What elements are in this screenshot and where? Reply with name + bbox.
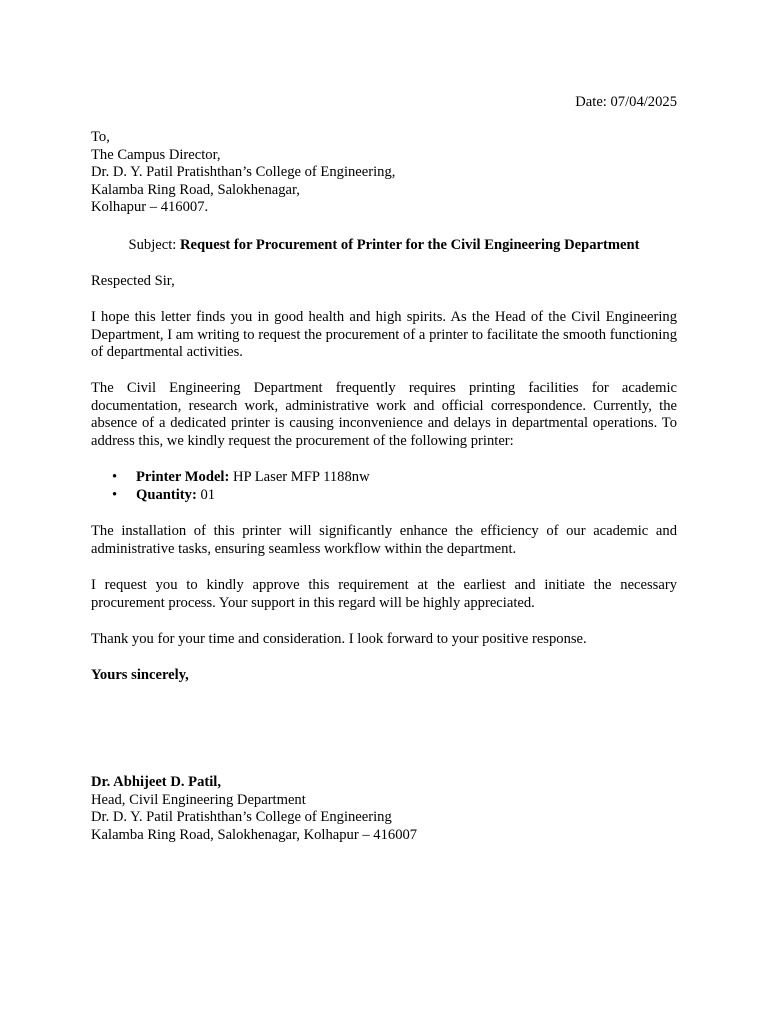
list-item [91,487,677,505]
bullet-icon: • [112,487,118,503]
signature-line: Dr. D. Y. Patil Pratishthan’s College of Engineering [91,809,392,826]
recipient-line: Kolhapur – 416007. [91,199,209,216]
body-paragraph: I hope this letter finds you in good health and high spirits. As the Head of the Civil Engineering Department, I am writing to request the procurement of a printer to facilitate the smooth functioning of departmental activities. [91,309,677,361]
salutation: Respected Sir, [91,273,175,289]
recipient-to: To, [91,129,110,145]
signatory-name: Dr. Abhijeet D. Patil, [91,774,221,790]
body-paragraph: The installation of this printer will significantly enhance the efficiency of our academic and administrative tasks, ensuring seamless workflow within the department. [91,523,677,557]
item-value: HP Laser MFP 1188nw [229,469,370,485]
recipient-line: The Campus Director, [91,146,221,163]
subject-line [91,237,677,255]
signature-block [91,774,677,844]
recipient-line: Kalamba Ring Road, Salokhenagar, [91,181,300,198]
recipient-address [91,129,677,217]
body-paragraph: The Civil Engineering Department frequently requires printing facilities for academic documentation, research work, administrative work and official correspondence. Currently, the absence of a dedicated printer is causing inconvenience and delays in departmental operations. To address this, we kindly request the procurement of the following printer: [91,380,677,449]
item-label: Quantity: [136,487,197,503]
subject-text: Request for Procurement of Printer for the Civil Engineering Department [180,237,640,253]
body-paragraph: I request you to kindly approve this requirement at the earliest and initiate the necessary procurement process. Your support in this regard will be highly appreciated. [91,577,677,611]
item-value: 01 [196,487,216,503]
subject-prefix: Subject: [128,237,180,253]
closing: Yours sincerely, [91,667,189,683]
body-paragraph: Thank you for your time and consideration. I look forward to your positive response. [91,631,587,647]
bullet-icon: • [112,469,118,485]
list-item [91,469,677,487]
item-label: Printer Model: [136,469,230,485]
printer-request-list [91,469,677,505]
letter-date: Date: 07/04/2025 [575,94,677,110]
signature-line: Kalamba Ring Road, Salokhenagar, Kolhapur – 416007 [91,826,418,843]
recipient-line: Dr. D. Y. Patil Pratishthan’s College of Engineering, [91,164,396,181]
signature-line: Head, Civil Engineering Department [91,791,306,808]
